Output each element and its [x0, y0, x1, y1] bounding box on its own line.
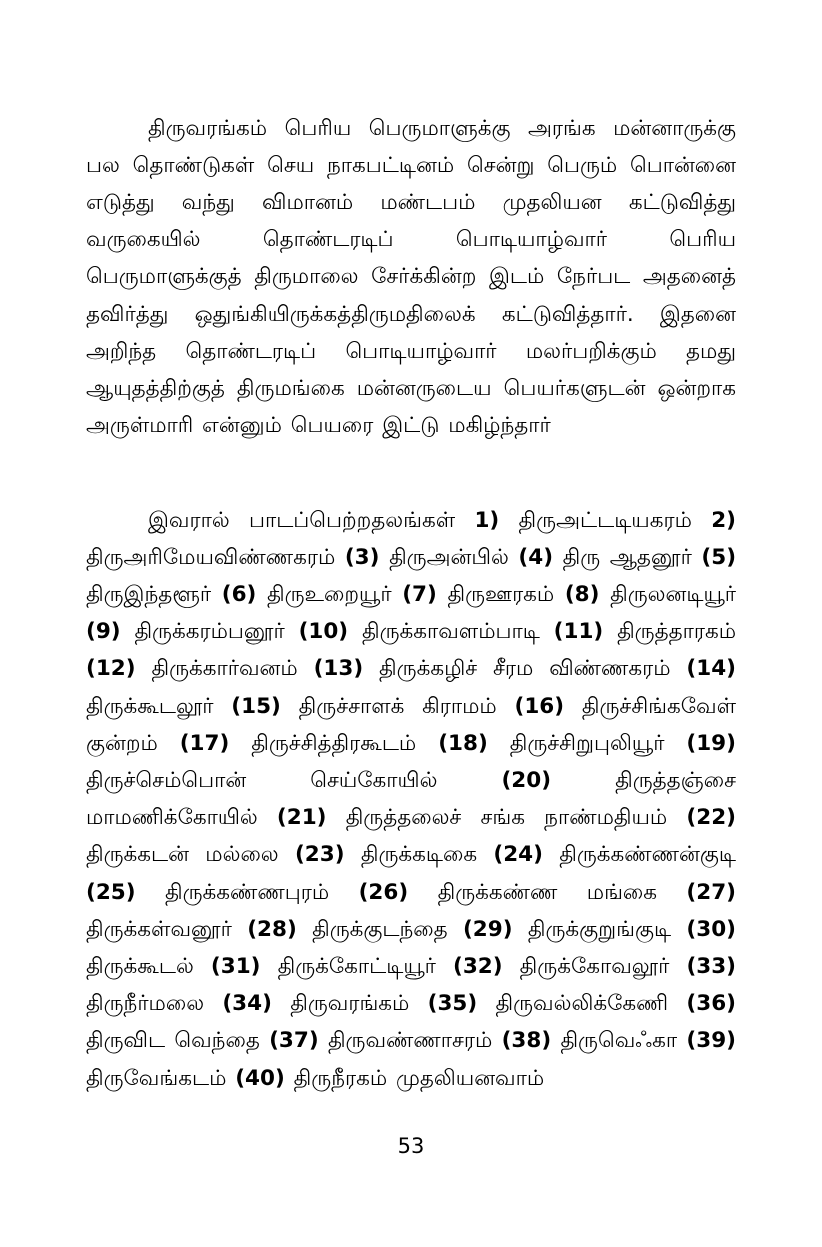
shrine-name: திருவிட வெந்தை: [86, 1028, 260, 1054]
shrine-number: (11): [553, 619, 604, 645]
shrine-item: [158, 731, 416, 756]
shrine-item: [477, 842, 736, 867]
shrine-name: திருத்தாரகம்: [617, 619, 737, 645]
shrine-number: (8): [564, 581, 600, 607]
shrine-name: திருத்தலைச் சங்க நாண்மதியம்: [345, 805, 668, 831]
shrine-item: [448, 917, 671, 942]
shrine-number: (6): [221, 581, 257, 607]
shrine-number: (29): [462, 916, 513, 942]
page-number: 53: [397, 1134, 425, 1158]
shrine-number: (9): [86, 619, 121, 645]
shrine-name: திருச்சிறுபுலியூர்: [509, 730, 665, 756]
shrine-number: (14): [686, 656, 736, 682]
shrine-number: (40): [235, 1065, 285, 1091]
shrine-name: திருக்கூடலூர்: [86, 693, 214, 719]
shrine-name: திருவெஃகா: [560, 1028, 678, 1054]
shrine-number: (38): [501, 1028, 552, 1054]
shrine-name: திருக்கழிச் சீரம விண்ணகரம்: [379, 656, 671, 682]
shrine-name: திருஅட்டடியகரம்: [518, 507, 692, 533]
shrine-name: திருவேங்கடம்: [86, 1065, 227, 1091]
shrine-name: திருஅரிமேயவிண்ணகரம்: [86, 544, 336, 570]
shrine-name: திருஊரகம்: [447, 581, 555, 607]
shrine-number: (3): [344, 544, 380, 570]
shrine-item: [211, 582, 391, 607]
shrine-name: திரு ஆதனூர்: [562, 544, 692, 570]
shrine-name: திருக்கண்ணபுரம்: [165, 879, 330, 905]
paragraph-1: திருவரங்கம் பெரிய பெருமாளுக்கு அரங்க மன்னாருக்கு பல தொண்டுகள் செய நாகபட்டினம் சென்று பெரும் பொன்னை எடுத்து வந்து விமானம் மண்டபம் முதலியன கட்டுவித்து வருகையில் தொண்டரடிப் பொடியாழ்வார் பெரிய பெருமாளுக்குத் திருமாலை சேர்க்கின்ற இடம் நேர்பட அதனைத் தவிர்த்து ஒதுங்கியிருக்கத்திருமதிலைக் கட்டுவித்தார். இதனை அறிந்த தொண்டரடிப் பொடியாழ்வார் மலர்பறிக்கும் தமது ஆயுதத்திற்குத் திருமங்கை மன்னருடைய பெயர்களுடன் ஒன்றாக அருள்மாரி என்னும் பெயரை இட்டு மகிழ்ந்தார்: [86, 115, 736, 439]
shrine-item: [492, 1028, 677, 1053]
shrine-number: (13): [313, 656, 364, 682]
shrine-number: (12): [86, 656, 136, 682]
shrine-number: (25): [86, 879, 136, 905]
shrine-name: திருக்குடந்தை: [312, 916, 448, 942]
shrine-number: 2): [711, 507, 736, 533]
shrine-name: திருச்சிங்கவேள் குன்றம்: [86, 693, 736, 756]
shrine-item: [194, 954, 436, 979]
shrine-item: [509, 545, 692, 570]
shrine-name: திருக்கோவலூர்: [519, 953, 670, 979]
paragraph-2-outro: முதலியனவாம்: [395, 1065, 545, 1091]
shrine-name: திருக்கோட்டியூர்: [277, 953, 436, 979]
shrine-item: [204, 991, 409, 1016]
paragraph-2: [86, 502, 736, 1097]
shrine-number: (37): [269, 1028, 319, 1054]
shrine-name: திருக்கள்வனூர்: [86, 916, 232, 942]
shrine-number: (26): [358, 879, 409, 905]
shrine-name: திருஉறையூர்: [267, 581, 392, 607]
shrine-item: [298, 656, 671, 681]
shrine-number: (7): [402, 581, 437, 607]
shrine-item: [335, 545, 509, 570]
shrine-number: 1): [474, 507, 500, 533]
shrine-number: (39): [686, 1028, 736, 1054]
shrine-name: திருக்குறுங்குடி: [527, 916, 672, 942]
shrine-item: [554, 582, 736, 607]
shrine-name: திருச்சித்திரகூடம்: [251, 730, 417, 756]
shrine-number: (20): [501, 767, 552, 793]
shrine-item: [279, 842, 477, 867]
shrine-number: (30): [686, 916, 736, 942]
shrine-item: [474, 508, 691, 533]
shrine-name: திருக்கண்ண மங்கை: [437, 879, 657, 905]
shrine-number: (19): [686, 730, 736, 756]
shrine-name: திருவண்ணாசரம்: [327, 1028, 493, 1054]
shrine-item: [436, 954, 669, 979]
shrine-name: திருக்கார்வனம்: [151, 656, 298, 682]
shrine-number: (28): [247, 916, 297, 942]
shrine-name: திருஅன்பில்: [389, 544, 509, 570]
shrine-item: [86, 880, 329, 905]
shrine-item: [258, 805, 668, 830]
shrine-name: திருச்சாளக் கிராமம்: [298, 693, 497, 719]
shrine-name: திருக்கண்ணன்குடி: [559, 842, 736, 868]
shrine-name: திருலனடியூர்: [610, 581, 737, 607]
shrine-name: திருநீரகம்: [293, 1065, 388, 1091]
shrine-number: (16): [514, 693, 565, 719]
shrine-item: [226, 1066, 387, 1091]
shrine-number: (27): [686, 879, 736, 905]
shrine-number: (31): [210, 953, 261, 979]
shrine-number: (23): [294, 842, 345, 868]
shrine-number: (21): [276, 805, 327, 831]
shrine-number: (17): [179, 730, 230, 756]
shrine-number: (5): [701, 544, 737, 570]
shrine-name: திருக்கடிகை: [360, 842, 478, 868]
shrine-name: திருவரங்கம்: [290, 991, 410, 1017]
shrine-number: (22): [686, 805, 736, 831]
shrine-item: [329, 880, 657, 905]
shrine-name: திருக்கூடல்: [86, 953, 194, 979]
shrine-item: [409, 991, 668, 1016]
shrine-name: திருக்கரம்பனூர்: [134, 619, 285, 645]
shrine-name: திருத்தஞ்சை மாமணிக்கோயில்: [86, 767, 736, 831]
shrine-name: திருக்காவளம்பாடி: [361, 619, 540, 645]
shrine-name: திருநீர்மலை: [86, 991, 205, 1017]
shrine-item: [416, 731, 664, 756]
shrine-number: (36): [686, 991, 736, 1017]
shrine-number: (4): [518, 544, 554, 570]
shrine-number: (32): [453, 953, 503, 979]
shrine-number: (24): [493, 842, 543, 868]
shrine-item: [260, 1028, 493, 1053]
shrine-list: [86, 508, 736, 1091]
shrine-item: [540, 619, 736, 644]
shrine-item: [285, 619, 540, 644]
paragraph-2-intro: இவரால் பாடப்பெற்றதலங்கள்: [148, 507, 456, 533]
shrine-number: (10): [298, 619, 349, 645]
shrine-name: திருக்கடன் மல்லை: [86, 842, 279, 868]
shrine-item: [86, 619, 285, 644]
shrine-name: திருச்செம்பொன் செய்கோயில்: [86, 767, 438, 793]
shrine-item: [232, 917, 448, 942]
shrine-name: திருஇந்தளூர்: [86, 581, 212, 607]
shrine-item: [86, 656, 298, 681]
shrine-name: திருவல்லிக்கேணி: [495, 991, 669, 1017]
shrine-item: [214, 694, 497, 719]
shrine-item: [392, 582, 555, 607]
shrine-number: (34): [222, 991, 272, 1017]
shrine-number: (15): [231, 693, 281, 719]
shrine-number: (35): [427, 991, 478, 1017]
shrine-number: (33): [686, 953, 737, 979]
shrine-number: (18): [438, 730, 488, 756]
